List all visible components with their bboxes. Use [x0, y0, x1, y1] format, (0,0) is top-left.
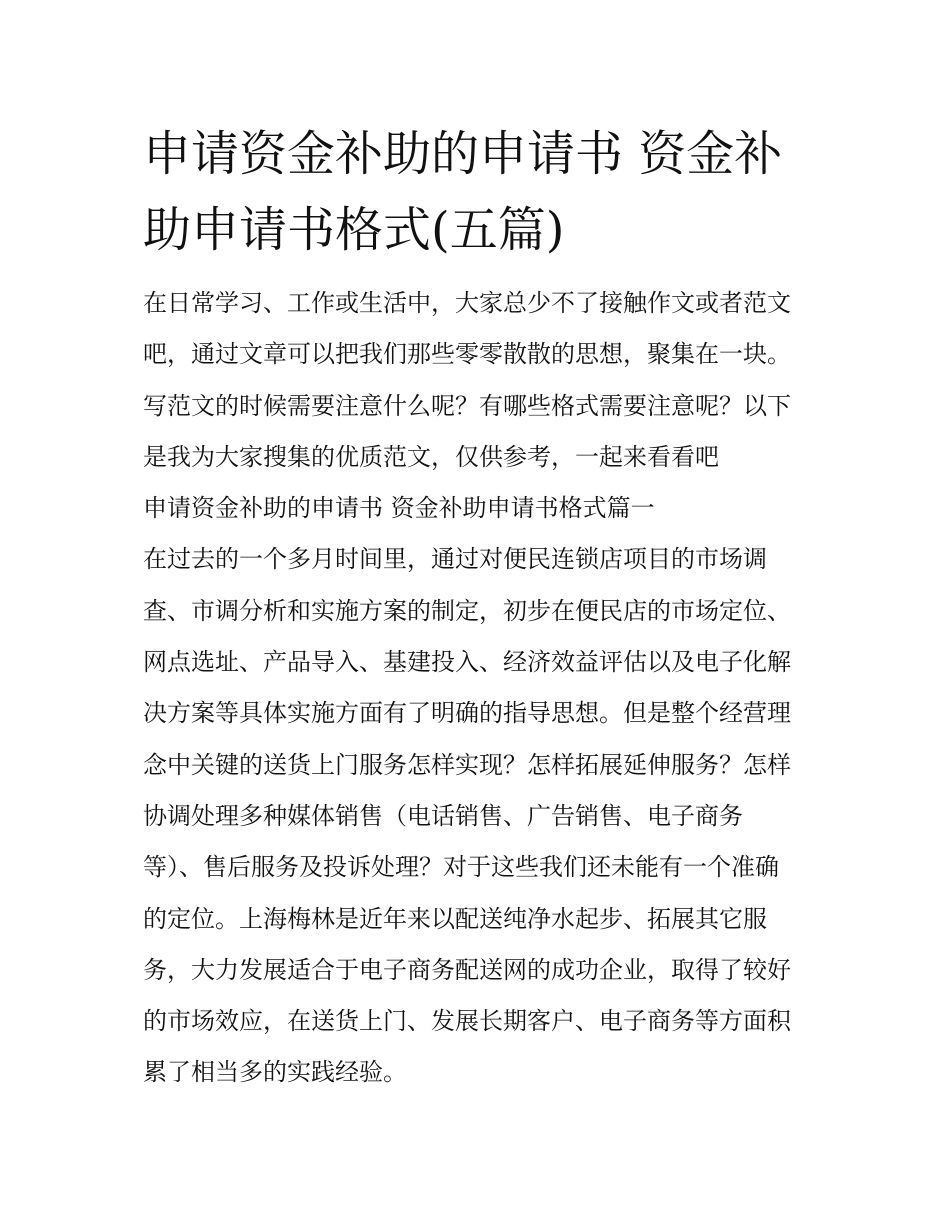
paragraph-line: 等）、售后服务及投诉处理？对于这些我们还未能有一个准确: [143, 853, 779, 882]
paragraph-line: 累了相当多的实践经验。: [143, 1058, 407, 1087]
intro-line: 在日常学习、工作或生活中，大家总少不了接触作文或者范文: [143, 289, 791, 317]
document-body: [143, 278, 823, 1099]
section-heading: 申请资金补助的申请书 资金补助申请书格式篇一: [143, 494, 655, 523]
paragraph-line: 协调处理多种媒体销售（电话销售、广告销售、电子商务: [143, 801, 743, 830]
paragraph-line: 念中关键的送货上门服务怎样实现？怎样拓展延伸服务？怎样: [143, 750, 791, 779]
paragraph-line: 务，大力发展适合于电子商务配送网的成功企业，取得了较好: [143, 955, 791, 984]
document-title: [143, 116, 823, 268]
paragraph-line: 在过去的一个多月时间里，通过对便民连锁店项目的市场调: [143, 545, 767, 574]
paragraph-line: 查、市调分析和实施方案的制定，初步在便民店的市场定位、: [143, 596, 791, 625]
title-line: 助申请书格式(五篇): [143, 202, 565, 258]
intro-line: 是我为大家搜集的优质范文，仅供参考，一起来看看吧: [143, 442, 719, 471]
intro-line: 写范文的时候需要注意什么呢？有哪些格式需要注意呢？以下: [143, 391, 791, 420]
title-line: 申请资金补助的申请书 资金补: [143, 126, 783, 182]
paragraph-line: 决方案等具体实施方面有了明确的指导思想。但是整个经营理: [143, 699, 791, 728]
paragraph-line: 的定位。上海梅林是近年来以配送纯净水起步、拓展其它服: [143, 904, 767, 933]
paragraph-line: 的市场效应，在送货上门、发展长期客户、电子商务等方面积: [143, 1007, 791, 1036]
intro-line: 吧，通过文章可以把我们那些零零散散的思想，聚集在一块。: [143, 340, 791, 369]
paragraph-line: 网点选址、产品导入、基建投入、经济效益评估以及电子化解: [143, 648, 791, 677]
